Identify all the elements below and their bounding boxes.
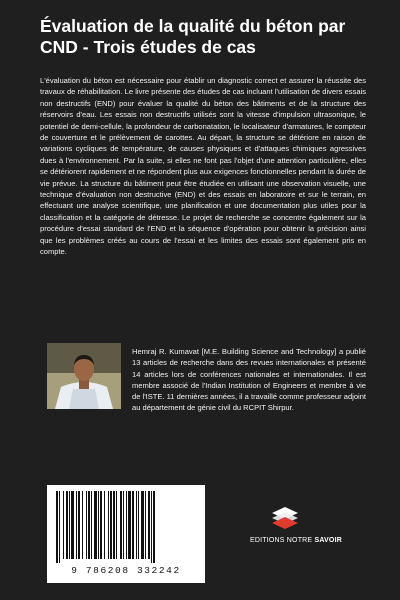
author-photo <box>47 343 121 409</box>
publisher-block <box>250 503 342 555</box>
book-summary: L'évaluation du béton est nécessaire pour établir un diagnostic correct et assurer la réussite des travaux de réhabilitation. Le livre présente des études de cas incluant l'utilisation de divers essais non destructifs (END) pour évaluer la qualité du béton des bâtiments et de la structure des réservoirs d'eau. Les essais non destructifs utilisés sont la vitesse d'impulsion ultrasonique, le potentiel de demi-cellule, la profondeur de carbonatation, le localisateur d'armatures, le compteur de couverture et le prélèvement de carottes. Au départ, la structure se détériore en raison de variations cycliques de température, de causes physiques et d'attaques chimiques agressives dues à l'environnement. Par la suite, si elles ne font pas l'objet d'une attention particulière, elles se détériorent rapidement et ne répondent plus aux exigences fonctionnelles pendant la durée de vie prévue. La structure du bâtiment peut être étudiée en utilisant une observation visuelle, une technique d'évaluation non destructive (END) et des essais en laboratoire et sur le terrain, en effectuant une analyse scientifique, une planification et une documentation plus utiles pour la classification et la catégorie de détresse. Le projet de recherche se concentre également sur la procédure d'essai standard de l'END et la séquence d'opération pour obtenir la précision ainsi que les problèmes créés au cours de l'essai et les limites des essais sont également pris en compte. <box>40 76 366 257</box>
publisher-name: EDITIONS NOTRE SAVOIR <box>250 537 342 544</box>
isbn-barcode <box>47 485 205 583</box>
publisher-logo-icon <box>270 503 300 533</box>
book-title: Évaluation de la qualité du béton par CND - Trois études de cas <box>40 16 346 57</box>
isbn-digits: 9 786208 332242 <box>71 565 181 576</box>
author-bio: Hemraj R. Kumavat [M.E. Building Science and Technology] a publié 13 articles de recherche dans des revues internationales et présenté 14 articles lors de conférences nationales et internationales. Il est membre associé de l'Indian Institution of Engineers et membre à vie de l'ISTE. 11 dernières années, il a travaillé comme professeur adjoint au département de génie civil du RCPIT Shirpur. <box>132 347 366 413</box>
